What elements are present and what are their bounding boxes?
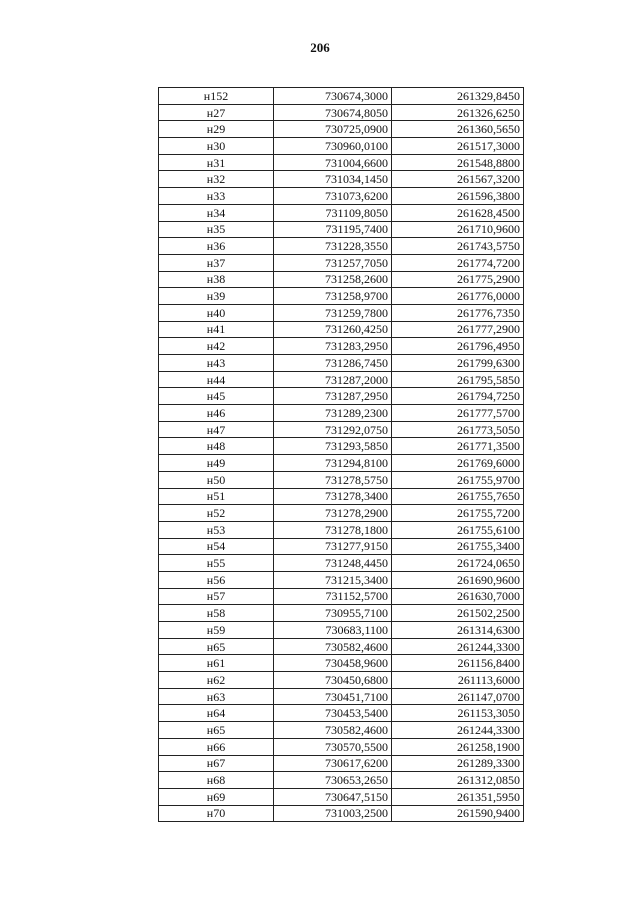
x-coordinate-cell: 731152,5700 [274, 588, 392, 605]
x-coordinate-cell: 730458,9600 [274, 655, 392, 672]
page-number: 206 [310, 40, 330, 55]
point-id-cell: н35 [159, 221, 274, 238]
y-coordinate-cell: 261755,6100 [392, 521, 524, 538]
coordinates-table [158, 87, 524, 822]
y-coordinate-cell: 261755,3400 [392, 538, 524, 555]
y-coordinate-cell: 261548,8800 [392, 154, 524, 171]
table-row [159, 121, 524, 138]
point-id-cell: н40 [159, 304, 274, 321]
y-coordinate-cell: 261796,4950 [392, 338, 524, 355]
y-coordinate-cell: 261755,7650 [392, 488, 524, 505]
x-coordinate-cell: 731283,2950 [274, 338, 392, 355]
point-id-cell: н41 [159, 321, 274, 338]
point-id-cell: н54 [159, 538, 274, 555]
point-id-cell: н69 [159, 788, 274, 805]
y-coordinate-cell: 261724,0650 [392, 555, 524, 572]
table-row [159, 521, 524, 538]
table-row [159, 238, 524, 255]
x-coordinate-cell: 730450,6800 [274, 672, 392, 689]
x-coordinate-cell: 731289,2300 [274, 405, 392, 422]
table-row [159, 104, 524, 121]
y-coordinate-cell: 261755,9700 [392, 471, 524, 488]
point-id-cell: н38 [159, 271, 274, 288]
y-coordinate-cell: 261360,5650 [392, 121, 524, 138]
y-coordinate-cell: 261567,3200 [392, 171, 524, 188]
table-row [159, 538, 524, 555]
point-id-cell: н32 [159, 171, 274, 188]
table-row [159, 338, 524, 355]
y-coordinate-cell: 261769,6000 [392, 455, 524, 472]
table-row [159, 321, 524, 338]
y-coordinate-cell: 261113,6000 [392, 672, 524, 689]
x-coordinate-cell: 730653,2650 [274, 772, 392, 789]
point-id-cell: н53 [159, 521, 274, 538]
point-id-cell: н45 [159, 388, 274, 405]
y-coordinate-cell: 261775,2900 [392, 271, 524, 288]
x-coordinate-cell: 730955,7100 [274, 605, 392, 622]
table-row [159, 722, 524, 739]
coordinates-table-body [159, 88, 524, 822]
table-row [159, 788, 524, 805]
point-id-cell: н47 [159, 421, 274, 438]
table-row [159, 438, 524, 455]
y-coordinate-cell: 261799,6300 [392, 355, 524, 372]
point-id-cell: н56 [159, 571, 274, 588]
table-row [159, 555, 524, 572]
point-id-cell: н65 [159, 722, 274, 739]
x-coordinate-cell: 730960,0100 [274, 138, 392, 155]
y-coordinate-cell: 261755,7200 [392, 505, 524, 522]
y-coordinate-cell: 261630,7000 [392, 588, 524, 605]
x-coordinate-cell: 730647,5150 [274, 788, 392, 805]
y-coordinate-cell: 261314,6300 [392, 622, 524, 639]
x-coordinate-cell: 731278,1800 [274, 521, 392, 538]
table-row [159, 138, 524, 155]
x-coordinate-cell: 731286,7450 [274, 355, 392, 372]
x-coordinate-cell: 731294,8100 [274, 455, 392, 472]
table-row [159, 471, 524, 488]
y-coordinate-cell: 261776,0000 [392, 288, 524, 305]
y-coordinate-cell: 261777,5700 [392, 405, 524, 422]
y-coordinate-cell: 261590,9400 [392, 805, 524, 822]
table-row [159, 405, 524, 422]
point-id-cell: н44 [159, 371, 274, 388]
y-coordinate-cell: 261777,2900 [392, 321, 524, 338]
y-coordinate-cell: 261771,3500 [392, 438, 524, 455]
table-row [159, 705, 524, 722]
point-id-cell: н68 [159, 772, 274, 789]
y-coordinate-cell: 261773,5050 [392, 421, 524, 438]
y-coordinate-cell: 261329,8450 [392, 88, 524, 105]
x-coordinate-cell: 731258,9700 [274, 288, 392, 305]
x-coordinate-cell: 731278,3400 [274, 488, 392, 505]
point-id-cell: н51 [159, 488, 274, 505]
point-id-cell: н58 [159, 605, 274, 622]
point-id-cell: н33 [159, 188, 274, 205]
point-id-cell: н43 [159, 355, 274, 372]
table-row [159, 355, 524, 372]
x-coordinate-cell: 731287,2950 [274, 388, 392, 405]
table-row [159, 505, 524, 522]
table-row [159, 188, 524, 205]
y-coordinate-cell: 261690,9600 [392, 571, 524, 588]
point-id-cell: н27 [159, 104, 274, 121]
point-id-cell: н52 [159, 505, 274, 522]
y-coordinate-cell: 261147,0700 [392, 688, 524, 705]
y-coordinate-cell: 261244,3300 [392, 638, 524, 655]
y-coordinate-cell: 261502,2500 [392, 605, 524, 622]
y-coordinate-cell: 261244,3300 [392, 722, 524, 739]
point-id-cell: н57 [159, 588, 274, 605]
table-row [159, 204, 524, 221]
table-row [159, 772, 524, 789]
table-row [159, 655, 524, 672]
table-row [159, 571, 524, 588]
y-coordinate-cell: 261517,3000 [392, 138, 524, 155]
y-coordinate-cell: 261351,5950 [392, 788, 524, 805]
x-coordinate-cell: 730683,1100 [274, 622, 392, 639]
table-row [159, 304, 524, 321]
table-row [159, 805, 524, 822]
table-row [159, 154, 524, 171]
point-id-cell: н50 [159, 471, 274, 488]
y-coordinate-cell: 261628,4500 [392, 204, 524, 221]
table-row [159, 488, 524, 505]
table-row [159, 588, 524, 605]
x-coordinate-cell: 731260,4250 [274, 321, 392, 338]
x-coordinate-cell: 731073,6200 [274, 188, 392, 205]
table-row [159, 288, 524, 305]
x-coordinate-cell: 731287,2000 [274, 371, 392, 388]
table-row [159, 672, 524, 689]
point-id-cell: н152 [159, 88, 274, 105]
y-coordinate-cell: 261596,3800 [392, 188, 524, 205]
y-coordinate-cell: 261153,3050 [392, 705, 524, 722]
y-coordinate-cell: 261326,6250 [392, 104, 524, 121]
point-id-cell: н62 [159, 672, 274, 689]
x-coordinate-cell: 731195,7400 [274, 221, 392, 238]
table-row [159, 755, 524, 772]
y-coordinate-cell: 261774,7200 [392, 254, 524, 271]
point-id-cell: н42 [159, 338, 274, 355]
point-id-cell: н70 [159, 805, 274, 822]
point-id-cell: н29 [159, 121, 274, 138]
x-coordinate-cell: 731277,9150 [274, 538, 392, 555]
point-id-cell: н39 [159, 288, 274, 305]
point-id-cell: н37 [159, 254, 274, 271]
y-coordinate-cell: 261289,3300 [392, 755, 524, 772]
point-id-cell: н34 [159, 204, 274, 221]
table-row [159, 455, 524, 472]
x-coordinate-cell: 731292,0750 [274, 421, 392, 438]
table-row [159, 622, 524, 639]
y-coordinate-cell: 261794,7250 [392, 388, 524, 405]
table-row [159, 388, 524, 405]
table-row [159, 605, 524, 622]
x-coordinate-cell: 730674,8050 [274, 104, 392, 121]
x-coordinate-cell: 731034,1450 [274, 171, 392, 188]
x-coordinate-cell: 730582,4600 [274, 638, 392, 655]
table-row [159, 221, 524, 238]
table-row [159, 88, 524, 105]
table-row [159, 738, 524, 755]
x-coordinate-cell: 730582,4600 [274, 722, 392, 739]
point-id-cell: н31 [159, 154, 274, 171]
x-coordinate-cell: 731109,8050 [274, 204, 392, 221]
x-coordinate-cell: 731003,2500 [274, 805, 392, 822]
x-coordinate-cell: 731257,7050 [274, 254, 392, 271]
table-row [159, 271, 524, 288]
table-row [159, 421, 524, 438]
point-id-cell: н65 [159, 638, 274, 655]
point-id-cell: н64 [159, 705, 274, 722]
x-coordinate-cell: 731228,3550 [274, 238, 392, 255]
y-coordinate-cell: 261258,1900 [392, 738, 524, 755]
x-coordinate-cell: 731215,3400 [274, 571, 392, 588]
point-id-cell: н55 [159, 555, 274, 572]
x-coordinate-cell: 730453,5400 [274, 705, 392, 722]
x-coordinate-cell: 731248,4450 [274, 555, 392, 572]
point-id-cell: н66 [159, 738, 274, 755]
point-id-cell: н61 [159, 655, 274, 672]
point-id-cell: н30 [159, 138, 274, 155]
point-id-cell: н46 [159, 405, 274, 422]
y-coordinate-cell: 261743,5750 [392, 238, 524, 255]
table-row [159, 688, 524, 705]
table-row [159, 171, 524, 188]
point-id-cell: н67 [159, 755, 274, 772]
point-id-cell: н63 [159, 688, 274, 705]
point-id-cell: н49 [159, 455, 274, 472]
point-id-cell: н36 [159, 238, 274, 255]
x-coordinate-cell: 731004,6600 [274, 154, 392, 171]
x-coordinate-cell: 731258,2600 [274, 271, 392, 288]
x-coordinate-cell: 730674,3000 [274, 88, 392, 105]
point-id-cell: н59 [159, 622, 274, 639]
x-coordinate-cell: 731293,5850 [274, 438, 392, 455]
y-coordinate-cell: 261710,9600 [392, 221, 524, 238]
x-coordinate-cell: 730451,7100 [274, 688, 392, 705]
y-coordinate-cell: 261312,0850 [392, 772, 524, 789]
y-coordinate-cell: 261795,5850 [392, 371, 524, 388]
point-id-cell: н48 [159, 438, 274, 455]
y-coordinate-cell: 261156,8400 [392, 655, 524, 672]
x-coordinate-cell: 730617,6200 [274, 755, 392, 772]
x-coordinate-cell: 730570,5500 [274, 738, 392, 755]
y-coordinate-cell: 261776,7350 [392, 304, 524, 321]
x-coordinate-cell: 730725,0900 [274, 121, 392, 138]
table-row [159, 254, 524, 271]
x-coordinate-cell: 731278,5750 [274, 471, 392, 488]
x-coordinate-cell: 731278,2900 [274, 505, 392, 522]
table-row [159, 638, 524, 655]
x-coordinate-cell: 731259,7800 [274, 304, 392, 321]
table-row [159, 371, 524, 388]
